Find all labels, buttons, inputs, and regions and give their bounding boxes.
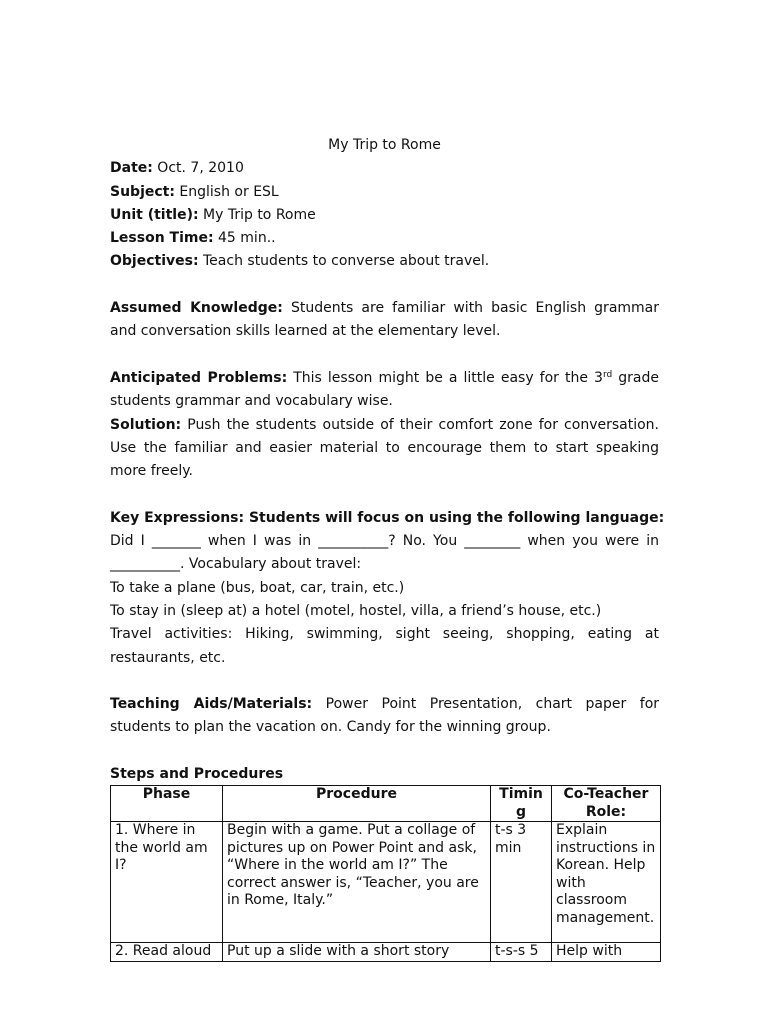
timing-cell: t-s 3 min [491,822,552,943]
key-expression-line: To stay in (sleep at) a hotel (motel, hostel, villa, a friend’s house, etc.) [110,602,602,619]
steps-table [110,785,661,962]
solution-text: Push the students outside of their comfort zone for conversation. Use the familiar and easier material to encourage them to start speaking more freely. [110,416,659,480]
field-label: Unit (title): [110,206,199,223]
field-objectives [110,250,659,273]
column-header-phase: Phase [111,786,223,822]
field-value: English or ESL [174,183,279,200]
spacer [110,670,659,693]
field-label: Date: [110,160,153,177]
procedure-cell: Begin with a game. Put a collage of pictures up on Power Point and ask, “Where in the world am I?” The correct answer is, “Teacher, you are in Rome, Italy.” [223,822,491,943]
table-row [111,822,661,943]
solution-label: Solution: [110,416,182,433]
assumed-knowledge-paragraph [110,297,659,344]
column-header-procedure: Procedure [223,786,491,822]
column-header-timing: Timin g [491,786,552,822]
spacer [110,740,659,763]
key-expression-line: To take a plane (bus, boat, car, train, etc.) [110,579,405,596]
assumed-knowledge-text: Students are familiar with basic English grammar and conversation skills learned at the elementary level. [110,300,660,340]
ordinal-superscript: rd [602,369,613,380]
role-cell: Help with [552,943,661,962]
timing-cell: t-s-s 5 [491,943,552,962]
field-label: Subject: [110,183,175,200]
table-row [111,943,661,962]
document-title: My Trip to Rome [328,137,441,153]
lesson-plan-body [110,134,665,786]
field-value: My Trip to Rome [198,206,316,223]
table-header-row [111,786,661,822]
teaching-aids-text: Power Point Presentation, chart paper for students to plan the vacation on. Candy for the winning group. [110,696,660,736]
teaching-aids-paragraph [110,693,659,740]
spacer [110,274,659,297]
field-value: Oct. 7, 2010 [152,160,244,177]
anticipated-problems-text-end: grade students grammar and vocabulary wise. [110,369,660,410]
phase-cell: 2. Read aloud [111,943,223,962]
key-expressions-heading: Key Expressions: Students will focus on using the following language: [110,509,665,526]
key-expression-line: Travel activities: Hiking, swimming, sight seeing, shopping, eating at restaurants, etc. [110,626,659,666]
steps-heading: Steps and Procedures [110,766,284,783]
teaching-aids-label: Teaching Aids/Materials: [110,696,313,713]
field-value: Teach students to converse about travel. [198,253,490,270]
field-date [110,157,659,180]
key-expression-line: Did I _______ when I was in __________? No. You ________ when you were in __________. Vocabulary about travel: [110,533,659,573]
procedure-cell: Put up a slide with a short story [223,943,491,962]
solution-paragraph [110,414,659,484]
column-header-co-teacher-role: Co-Teacher Role: [552,786,661,822]
spacer [110,344,659,367]
field-label: Lesson Time: [110,230,214,247]
field-value: 45 min.. [213,230,276,247]
assumed-knowledge-label: Assumed Knowledge: [110,300,283,317]
field-label: Objectives: [110,253,199,270]
field-subject [110,181,659,204]
anticipated-problems-paragraph [110,367,659,414]
spacer [110,483,659,506]
anticipated-problems-label: Anticipated Problems: [110,369,288,386]
field-unit-title [110,204,659,227]
role-cell: Explain instructions in Korean. Help with classroom management. [552,822,661,943]
anticipated-problems-text: This lesson might be a little easy for the 3 [287,369,603,386]
phase-cell: 1. Where in the world am I? [111,822,223,943]
field-lesson-time [110,227,659,250]
